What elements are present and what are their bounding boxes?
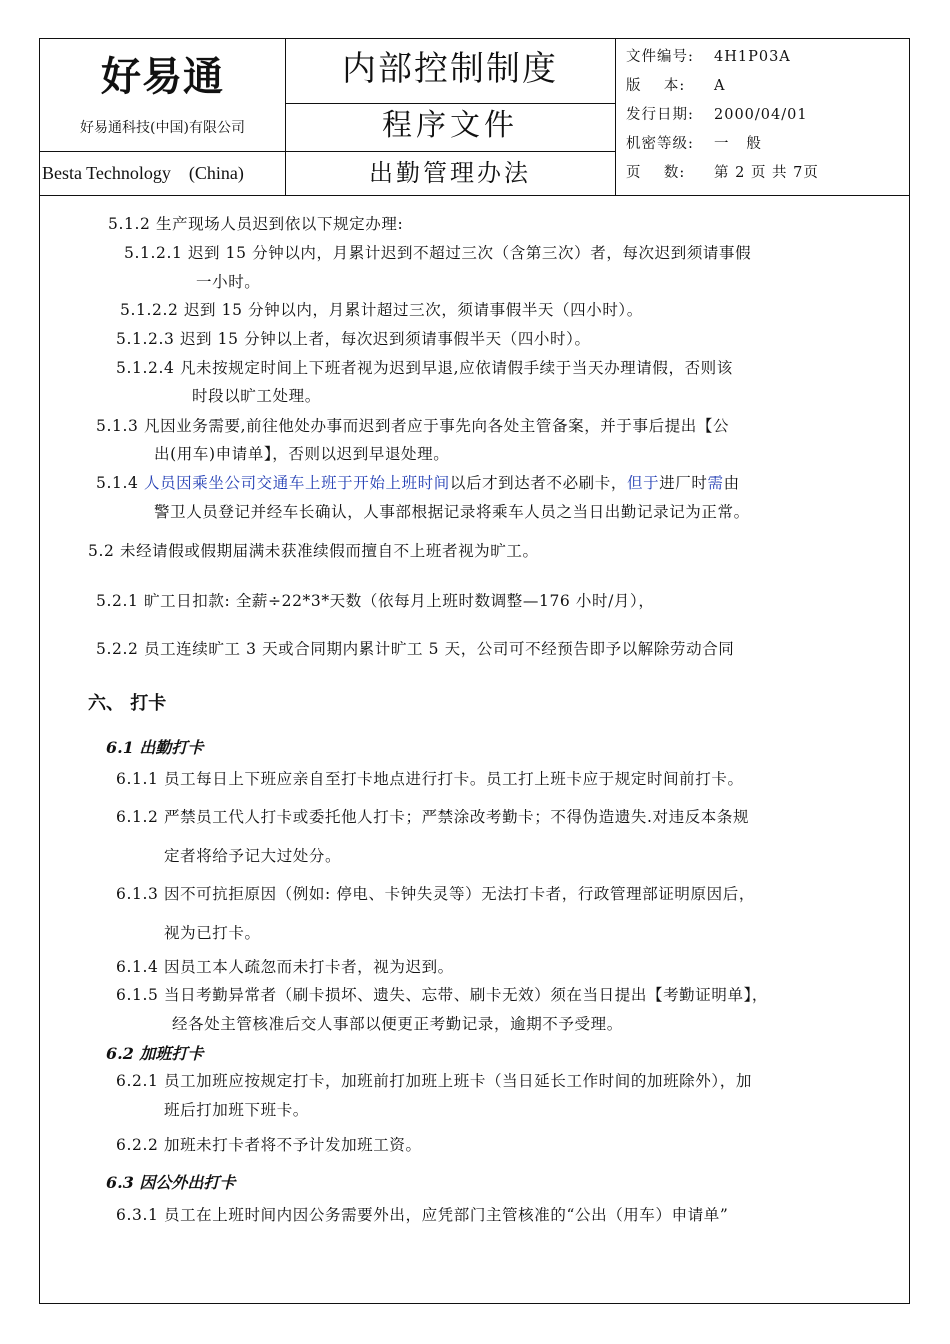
paragraph-line: 6.2.1 员工加班应按规定打卡，加班前打加班上班卡（当日延长工作时间的加班除外），加 xyxy=(116,1072,752,1090)
paragraph-line: 警卫人员登记并经车长确认，人事部根据记录将乘车人员之当日出勤记录记为正常。 xyxy=(154,503,750,521)
paragraph-line: 6.1.3 因不可抗拒原因（例如: 停电、卡钟失灵等）无法打卡者，行政管理部证明原因后， xyxy=(116,885,755,903)
meta-version: 版 本: A xyxy=(626,78,726,94)
paragraph-line: 5.2 未经请假或假期届满未获准续假而擅自不上班者视为旷工。 xyxy=(88,542,539,560)
header-divider xyxy=(615,39,616,195)
paragraph-line: 5.1.2.3 迟到 15 分钟以上者，每次迟到须请事假半天（四小时）。 xyxy=(116,330,591,348)
paragraph-line: 6.1.1 员工每日上下班应亲自至打卡地点进行打卡。员工打上班卡应于规定时间前打卡。 xyxy=(116,770,744,788)
paragraph-line: 5.1.2 生产现场人员迟到依以下规定办理: xyxy=(108,215,404,233)
paragraph-line: 经各处主管核准后交人事部以便更正考勤记录，逾期不予受理。 xyxy=(172,1015,623,1033)
company-name-en: Besta Technology (China) xyxy=(42,163,244,183)
paragraph-line: 5.1.2.1 迟到 15 分钟以内，月累计迟到不超过三次（含第三次）者，每次迟到须请事假 xyxy=(124,244,752,262)
company-name-cn: 好易通科技(中国)有限公司 xyxy=(80,120,245,136)
doc-type: 程序文件 xyxy=(382,108,518,143)
meta-doc-number: 文件编号: 4H1P03A xyxy=(626,49,791,65)
section-heading: 六、 打卡 xyxy=(88,693,167,714)
paragraph-line: 6.2.2 加班未打卡者将不予计发加班工资。 xyxy=(116,1136,422,1154)
paragraph-line: 6.1.5 当日考勤异常者（刷卡损坏、遗失、忘带、刷卡无效）须在当日提出【考勤证明单】， xyxy=(116,986,769,1004)
paragraph-line: 5.1.2.2 迟到 15 分钟以内，月累计超过三次，须请事假半天（四小时）。 xyxy=(120,301,643,319)
subsection-heading: 6.2 加班打卡 xyxy=(106,1044,204,1063)
paragraph-line: 视为已打卡。 xyxy=(164,924,261,942)
doc-title: 内部控制制度 xyxy=(342,49,558,89)
doc-meta xyxy=(626,43,906,188)
paragraph-line: 6.3.1 员工在上班时间内因公务需要外出，应凭部门主管核准的“公出（用车）申请单” xyxy=(116,1206,729,1224)
paragraph-line: 5.1.2.4 凡未按规定时间上下班者视为迟到早退,应依请假手续于当天办理请假，否则该 xyxy=(116,359,733,377)
subsection-heading: 6.3 因公外出打卡 xyxy=(106,1173,236,1192)
paragraph-line: 6.1.2 严禁员工代人打卡或委托他人打卡；严禁涂改考勤卡；不得伪造遗失.对违反本条规 xyxy=(116,808,750,826)
doc-subject: 出勤管理办法 xyxy=(369,159,531,187)
meta-confidentiality: 机密等级: 一 般 xyxy=(626,136,762,152)
paragraph-line: 时段以旷工处理。 xyxy=(192,387,321,405)
meta-page-count: 页 数: 第 2 页 共 7页 xyxy=(626,165,819,181)
paragraph-line: 一小时。 xyxy=(196,273,261,291)
paragraph-line: 定者将给予记大过处分。 xyxy=(164,847,342,865)
company-logo: 好易通 xyxy=(101,54,224,100)
paragraph-line: 班后打加班下班卡。 xyxy=(164,1101,309,1119)
paragraph-line: 5.1.3 凡因业务需要,前往他处办事而迟到者应于事先向各处主管备案，并于事后提出【公 xyxy=(96,417,730,435)
paragraph-line: 5.1.4 人员因乘坐公司交通车上班于开始上班时间以后才到达者不必刷卡，但于进厂时需由 xyxy=(96,474,740,492)
header-divider xyxy=(40,151,285,152)
paragraph-line: 5.2.2 员工连续旷工 3 天或合同期内累计旷工 5 天，公司可不经预告即予以解除劳动合同 xyxy=(96,640,735,658)
document-header xyxy=(39,38,910,196)
meta-issue-date: 发行日期: 2000/04/01 xyxy=(626,107,808,123)
paragraph-line: 出(用车)申请单】，否则以迟到早退处理。 xyxy=(154,445,450,463)
paragraph-line: 6.1.4 因员工本人疏忽而未打卡者，视为迟到。 xyxy=(116,958,454,976)
paragraph-line: 5.2.1 旷工日扣款: 全薪÷22*3*天数（依每月上班时数调整—176 小时/月）， xyxy=(96,592,655,610)
subsection-heading: 6.1 出勤打卡 xyxy=(106,738,204,757)
